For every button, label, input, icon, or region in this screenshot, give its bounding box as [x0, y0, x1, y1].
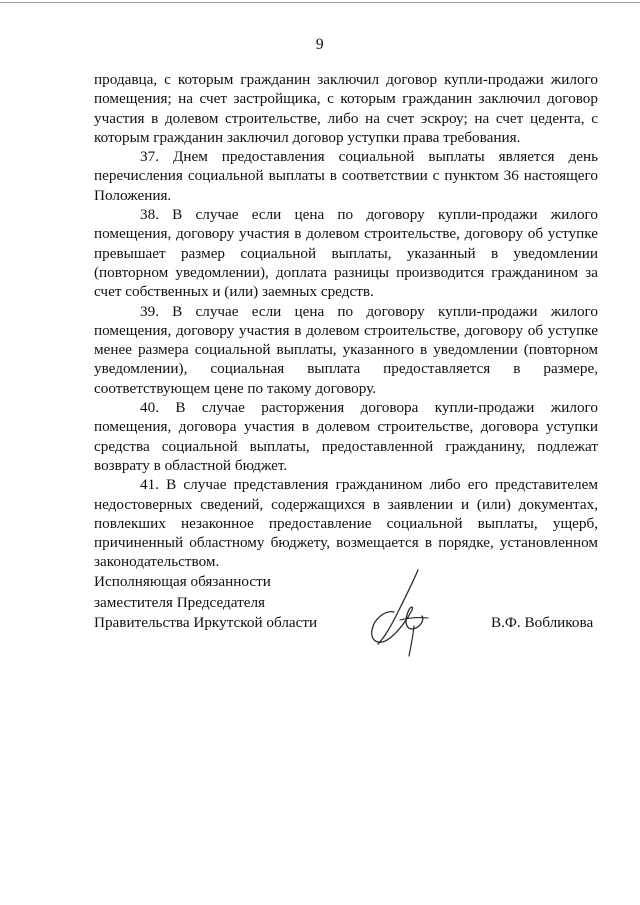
document-body	[94, 70, 598, 572]
signatory-title-line-3: Правительства Иркутской области	[94, 614, 318, 631]
paragraph-41: 41. В случае представления гражданином либо его представителем недостоверных сведений, содержащихся в заявлении и (или) документах, повлекших незаконное предоставление социальной выплаты, ущерб, причиненный областному бюджету, возмещается в порядке, установленном законодательством.	[94, 476, 598, 571]
signatory-title-line-1: Исполняющая обязанности	[94, 573, 271, 590]
handwritten-signature	[364, 562, 444, 662]
paragraph-39: 39. В случае если цена по договору купли-продажи жилого помещения, договору участия в долевом строительстве, договору об уступке менее размера социальной выплаты, указанного в уведомлении (повторном уведомлении), социальная выплата предоставляется в размере, соответствующем цене по такому договору.	[94, 302, 598, 397]
paragraph-38: 38. В случае если цена по договору купли-продажи жилого помещения, договору участия в долевом строительстве, договору об уступке превышает размер социальной выплаты, указанный в уведомлении (повторном уведомлении), доплата разницы производится гражданином за счет собственных и (или) заемных средств.	[94, 206, 598, 301]
signatory-title-block	[94, 572, 317, 634]
top-border-line	[0, 2, 640, 3]
paragraph-continuation: продавца, с которым гражданин заключил договор купли-продажи жилого помещения; на счет застройщика, с которым гражданин заключил договор участия в долевом строительстве, либо на счет эскроу; на счет цедента, с которым гражданин заключил договор уступки права требования.	[94, 71, 598, 146]
paragraph-37: 37. Днем предоставления социальной выплаты является день перечисления социальной выплаты в соответствии с пунктом 36 настоящего Положения.	[94, 148, 598, 204]
signatory-title-line-2: заместителя Председателя	[94, 593, 266, 611]
paragraph-40: 40. В случае расторжения договора купли-продажи жилого помещения, договора участия в долевом строительстве, договора уступки средства социальной выплаты, предоставленной гражданину, подлежат возврату в областной бюджет.	[94, 399, 598, 474]
signatory-name: В.Ф. Вобликова	[491, 614, 594, 631]
page-number: 9	[315, 36, 325, 53]
